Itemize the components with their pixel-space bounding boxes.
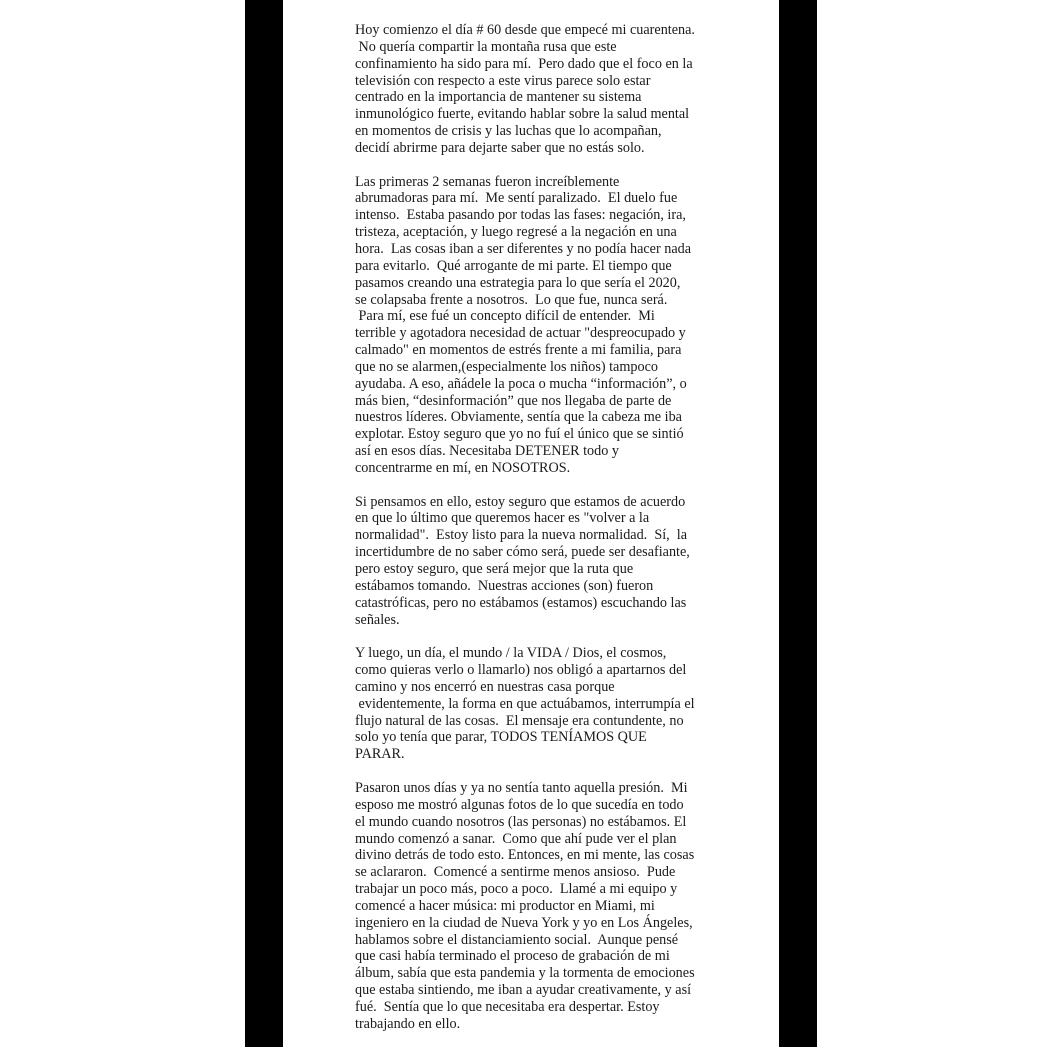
text-line: pero estoy seguro, que será mejor que la ruta que (355, 561, 634, 577)
left-black-border (245, 0, 283, 1047)
text-line: para evitarlo. Qué arrogante de mi parte. El tiempo que (355, 257, 672, 274)
text-line: normalidad". Estoy listo para la nueva normalidad. Sí, la (355, 527, 688, 544)
text-line: hablamos sobre el distanciamiento social. Aunque pensé (355, 931, 679, 948)
text-line: calmado" en momentos de estrés frente a mi familia, para (355, 342, 682, 359)
right-black-border (779, 0, 817, 1047)
text-line: terrible y agotadora necesidad de actuar "despreocupado y (355, 325, 686, 342)
text-line: centrado en la importancia de mantener su sistema (355, 89, 642, 106)
text-line: ayudaba. A eso, añádele la poca o mucha “información”, o (355, 375, 687, 392)
text-line: intenso. Estaba pasando por todas las fases: negación, ira, (355, 207, 686, 224)
text-line: catastróficas, pero no estábamos (estamos) escuchando las (355, 594, 687, 611)
text-line: hora. Las cosas iban a ser diferentes y no podía hacer nada (355, 240, 692, 257)
text-line: flujo natural de las cosas. El mensaje era contundente, no (355, 712, 684, 729)
text-line: mundo comenzó a sanar. Como que ahí pude ver el plan (355, 830, 677, 847)
text-line: trabajar un poco más, poco a poco. Llamé a mi equipo y (355, 881, 678, 898)
text-line: incertidumbre de no saber cómo será, puede ser desafiante, (355, 544, 690, 561)
text-line: Y luego, un día, el mundo / la VIDA / Dios, el cosmos, (355, 645, 667, 662)
text-line: que estaba sintiendo, me iban a ayudar creativamente, y así (355, 982, 692, 999)
paragraph (355, 494, 715, 629)
text-line: nuestros líderes. Obviamente, sentía que la cabeza me iba (355, 409, 682, 426)
text-line: solo yo tenía que parar, TODOS TENÍAMOS QUE (355, 729, 647, 746)
text-line: como quieras verlo o llamarlo) nos obligó a apartarnos del (355, 662, 687, 679)
text-line: explotar. Estoy seguro que yo no fuí el único que se sintió (355, 426, 684, 443)
text-line: pasamos creando una estrategia para lo que sería el 2020, (355, 274, 681, 291)
text-line: evidentemente, la forma en que actuábamos, interrumpía el (355, 695, 695, 712)
text-line: así en esos días. Necesitaba DETENER todo y (355, 443, 619, 460)
text-line: fué. Sentía que lo que necesitaba era despertar. Estoy (355, 998, 660, 1015)
text-line: ingeniero en la ciudad de Nueva York y yo en Los Ángeles, (355, 914, 693, 931)
text-line: PARAR. (355, 746, 405, 763)
text-line: No quería compartir la montaña rusa que este (355, 38, 617, 55)
text-line: esposo me mostró algunas fotos de lo que sucedía en todo (355, 796, 684, 813)
text-line: trabajando en ello. (355, 1015, 461, 1032)
text-line: televisión con respecto a este virus parece solo estar (355, 72, 651, 89)
text-line: concentrarme en mí, en NOSOTROS. (355, 459, 571, 476)
text-line: se colapsaba frente a nosotros. Lo que fue, nunca será. (355, 291, 668, 308)
text-line: álbum, sabía que esta pandemia y la tormenta de emociones (355, 965, 695, 982)
text-line: camino y nos encerró en nuestras casa porque (355, 678, 615, 695)
text-line: señales. (355, 611, 400, 628)
text-line: Las primeras 2 semanas fueron increíblemente (355, 173, 620, 190)
paragraph (355, 174, 715, 477)
text-line: en momentos de crisis y las luchas que lo acompañan, (355, 123, 662, 140)
document-body (355, 22, 715, 1047)
text-line: confinamiento ha sido para mí. Pero dado que el foco en la (355, 55, 693, 72)
text-line: decidí abrirme para dejarte saber que no estás solo. (355, 139, 645, 156)
text-line: comencé a hacer música: mi productor en Miami, mi (355, 897, 655, 914)
text-line: inmunológico fuerte, evitando hablar sobre la salud mental (355, 106, 690, 123)
text-line: Pasaron unos días y ya no sentía tanto aquella presión. Mi (355, 779, 688, 796)
text-line: más bien, “desinformación” que nos llegaba de parte de (355, 392, 672, 409)
text-line: abrumadoras para mí. Me sentí paralizado. El duelo fue (355, 190, 678, 207)
paragraph (355, 780, 715, 1033)
text-line: que no se alarmen,(especialmente los niños) tampoco (355, 358, 658, 375)
text-line: se aclararon. Comencé a sentirme menos ansioso. Pude (355, 864, 676, 881)
text-line: divino detrás de todo esto. Entonces, en mi mente, las cosas (355, 847, 695, 864)
text-line: tristeza, aceptación, y luego regresé a la negación en una (355, 224, 677, 241)
text-line: en que lo último que queremos hacer es "volver a la (355, 510, 650, 527)
text-line: estábamos tomando. Nuestras acciones (son) fueron (355, 577, 654, 594)
paragraph (355, 22, 715, 157)
paragraph (355, 645, 715, 763)
text-line: el mundo cuando nosotros (las personas) no estábamos. El (355, 813, 687, 830)
text-line: Para mí, ese fué un concepto difícil de entender. Mi (355, 308, 655, 325)
text-line: que casi había terminado el proceso de grabación de mi (355, 948, 670, 965)
document-page (283, 0, 779, 1047)
text-line: Si pensamos en ello, estoy seguro que estamos de acuerdo (355, 493, 686, 510)
text-line: Hoy comienzo el día # 60 desde que empecé mi cuarentena. (355, 22, 695, 38)
